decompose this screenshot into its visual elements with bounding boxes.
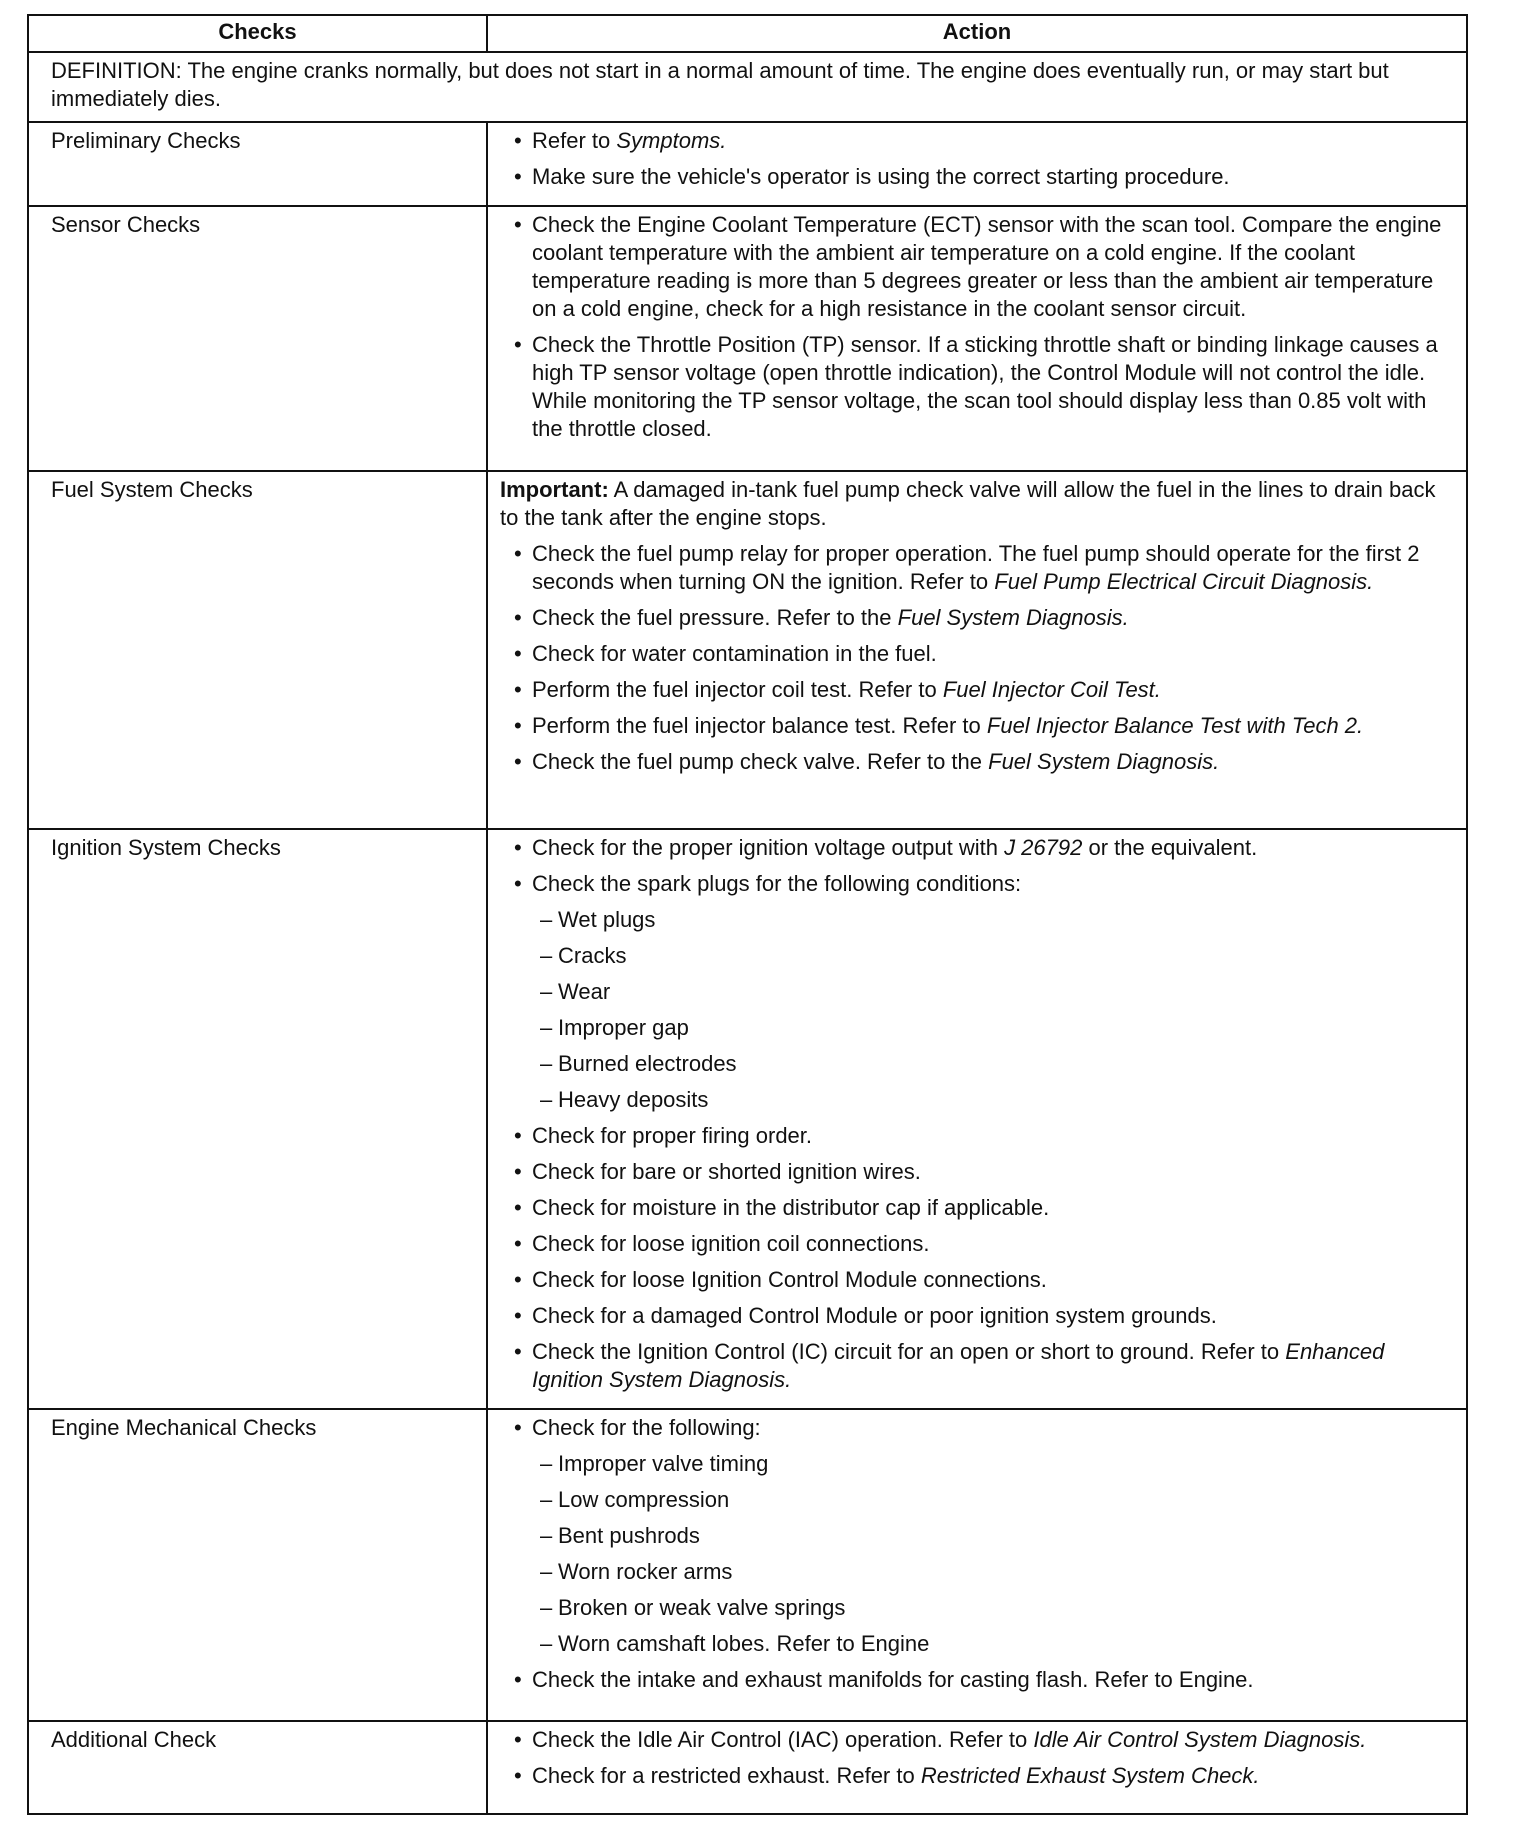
item-text: Refer to [532, 128, 617, 153]
item-text: Check for a damaged Control Module or poor ignition system grounds. [532, 1303, 1217, 1328]
table-row [28, 471, 1467, 829]
item-text: Check the fuel pump relay for proper operation. The fuel pump should operate for the first 2 seconds when turning ON the ignition. Refer to [532, 541, 1420, 594]
item-text: Heavy deposits [558, 1087, 709, 1112]
list-item [500, 1230, 1456, 1258]
item-text: Improper valve timing [558, 1451, 769, 1476]
list-item [500, 748, 1456, 776]
list-item [500, 870, 1456, 898]
list-item [500, 1666, 1456, 1694]
check-category: Preliminary Checks [28, 122, 487, 206]
table-row [28, 1409, 1467, 1721]
sub-list-item [500, 1522, 1456, 1550]
note-paragraph [500, 476, 1456, 532]
list-item [500, 712, 1456, 740]
list-item [500, 640, 1456, 668]
list-item [500, 163, 1456, 191]
table-row [28, 1721, 1467, 1814]
list-item [500, 676, 1456, 704]
reference-text: Fuel Pump Electrical Circuit Diagnosis. [994, 569, 1374, 594]
sub-list-item [500, 1450, 1456, 1478]
list-item [500, 1726, 1456, 1754]
item-text: Low compression [558, 1487, 730, 1512]
reference-text: Fuel System Diagnosis. [988, 749, 1220, 774]
sub-list-item [500, 1014, 1456, 1042]
column-header-action: Action [487, 15, 1467, 52]
item-text: Check for moisture in the distributor cap if applicable. [532, 1195, 1050, 1220]
list-item [500, 604, 1456, 632]
reference-text: Fuel Injector Balance Test with Tech 2. [986, 713, 1364, 738]
item-text: Check for the following: [532, 1415, 761, 1440]
check-category: Engine Mechanical Checks [28, 1409, 487, 1721]
list-item [500, 1158, 1456, 1186]
check-category: Fuel System Checks [28, 471, 487, 829]
list-item [500, 540, 1456, 596]
column-header-checks: Checks [28, 15, 487, 52]
definition-text: DEFINITION: The engine cranks normally, but does not start in a normal amount of time. The engine does eventually run, or may start but immediately dies. [28, 52, 1467, 122]
action-cell [487, 1409, 1467, 1721]
item-text: Check the intake and exhaust manifolds for casting flash. Refer to Engine. [532, 1667, 1254, 1692]
list-item [500, 834, 1456, 862]
item-text: Check for bare or shorted ignition wires. [532, 1159, 921, 1184]
item-text: A damaged in-tank fuel pump check valve will allow the fuel in the lines to drain back to the tank after the engine stops. [500, 477, 1436, 530]
table-row [28, 206, 1467, 471]
item-text: Check the spark plugs for the following conditions: [532, 871, 1022, 896]
reference-text: J 26792 [1004, 835, 1083, 860]
sub-list-item [500, 1086, 1456, 1114]
item-text: Burned electrodes [558, 1051, 737, 1076]
important-label: Important: [500, 477, 609, 502]
list-item [500, 1266, 1456, 1294]
item-text: Check the Idle Air Control (IAC) operation. Refer to [532, 1727, 1034, 1752]
sub-list-item [500, 906, 1456, 934]
sub-list-item [500, 1558, 1456, 1586]
reference-text: Enhanced Ignition System Diagnosis. [532, 1339, 1385, 1392]
sub-list-item [500, 978, 1456, 1006]
definition-row [28, 52, 1467, 122]
sub-list-item [500, 1630, 1456, 1658]
list-item [500, 1194, 1456, 1222]
list-item [500, 1414, 1456, 1442]
action-cell [487, 206, 1467, 471]
reference-text: Symptoms. [616, 128, 727, 153]
sub-list-item [500, 1594, 1456, 1622]
sub-list-item [500, 942, 1456, 970]
item-text: Worn camshaft lobes. Refer to Engine [558, 1631, 930, 1656]
sub-list-item [500, 1050, 1456, 1078]
list-item [500, 211, 1456, 323]
reference-text: Fuel System Diagnosis. [897, 605, 1129, 630]
table-row [28, 122, 1467, 206]
list-item [500, 1762, 1456, 1790]
item-text: Check for the proper ignition voltage output with [532, 835, 1005, 860]
item-text: Improper gap [558, 1015, 689, 1040]
action-cell [487, 829, 1467, 1409]
item-text: Wear [558, 979, 611, 1004]
item-text: Check the Engine Coolant Temperature (ECT) sensor with the scan tool. Compare the engine coolant temperature with the ambient air temperature on a cold engine. If the coolant temperature reading is more than 5 degrees greater or less than the ambient air temperature on a cold engine, check for a high resistance in the coolant sensor circuit. [532, 212, 1442, 321]
item-text: or the equivalent. [1082, 835, 1258, 860]
list-item [500, 331, 1456, 443]
item-text: Check the fuel pressure. Refer to the [532, 605, 898, 630]
table-row [28, 829, 1467, 1409]
action-cell [487, 1721, 1467, 1814]
item-text: Broken or weak valve springs [558, 1595, 846, 1620]
list-item [500, 1338, 1456, 1394]
diagnostic-checks-table [27, 14, 1468, 1815]
action-cell [487, 122, 1467, 206]
list-item [500, 1302, 1456, 1330]
reference-text: Restricted Exhaust System Check. [920, 1763, 1260, 1788]
item-text: Check for loose ignition coil connections. [532, 1231, 930, 1256]
check-category: Ignition System Checks [28, 829, 487, 1409]
item-text: Perform the fuel injector balance test. Refer to [532, 713, 987, 738]
item-text: Check the Ignition Control (IC) circuit for an open or short to ground. Refer to [532, 1339, 1286, 1364]
reference-text: Fuel Injector Coil Test. [942, 677, 1161, 702]
item-text: Perform the fuel injector coil test. Refer to [532, 677, 943, 702]
list-item [500, 1122, 1456, 1150]
table-header-row [28, 15, 1467, 52]
reference-text: Idle Air Control System Diagnosis. [1033, 1727, 1367, 1752]
item-text: Check the Throttle Position (TP) sensor. If a sticking throttle shaft or binding linkage causes a high TP sensor voltage (open throttle indication), the Control Module will not control the idle. While monitoring the TP sensor voltage, the scan tool should display less than 0.85 volt with the throttle closed. [532, 332, 1438, 441]
action-cell [487, 471, 1467, 829]
check-category: Sensor Checks [28, 206, 487, 471]
item-text: Check the fuel pump check valve. Refer to the [532, 749, 989, 774]
item-text: Check for a restricted exhaust. Refer to [532, 1763, 921, 1788]
item-text: Bent pushrods [558, 1523, 700, 1548]
sub-list-item [500, 1486, 1456, 1514]
item-text: Cracks [558, 943, 627, 968]
list-item [500, 127, 1456, 155]
item-text: Wet plugs [558, 907, 656, 932]
item-text: Make sure the vehicle's operator is using the correct starting procedure. [532, 164, 1230, 189]
item-text: Check for water contamination in the fuel. [532, 641, 937, 666]
item-text: Check for proper firing order. [532, 1123, 813, 1148]
check-category: Additional Check [28, 1721, 487, 1814]
item-text: Worn rocker arms [558, 1559, 733, 1584]
item-text: Check for loose Ignition Control Module connections. [532, 1267, 1047, 1292]
